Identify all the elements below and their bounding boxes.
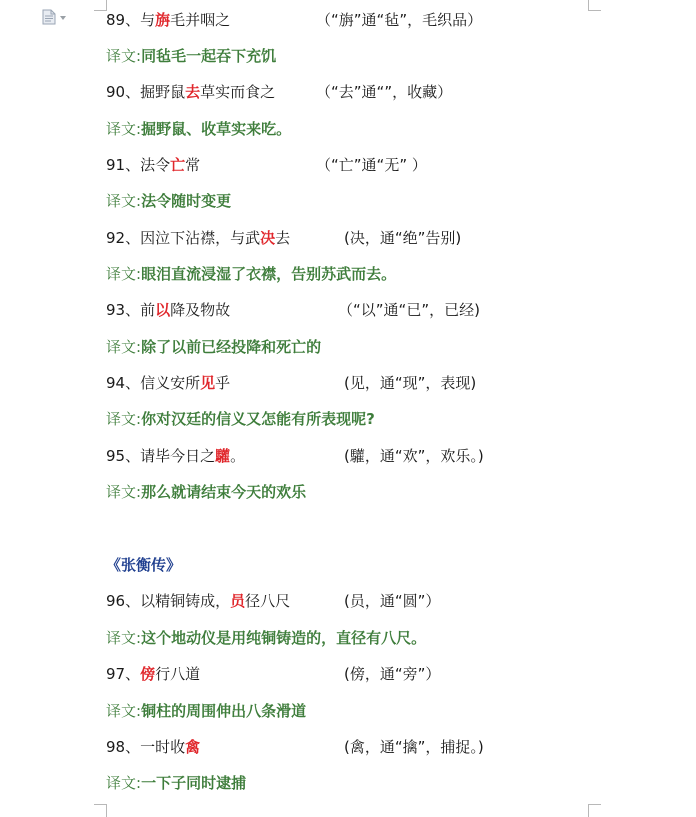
translation-label: 译文: (106, 192, 142, 210)
entry-97 (106, 662, 200, 686)
entry-number: 94、 (106, 374, 141, 392)
translation-label: 译文: (106, 702, 142, 720)
entry-number: 89、 (106, 11, 141, 29)
entry-keyword: 员 (230, 592, 246, 610)
translation-label: 译文: (106, 410, 142, 428)
chevron-down-icon (60, 16, 66, 20)
entry-text-pre: 掘野鼠 (140, 83, 186, 101)
entry-keyword: 去 (185, 83, 201, 101)
entry-text-post: 草实而食之 (200, 83, 276, 101)
entry-text-post: 。 (230, 447, 246, 465)
entry-number: 98、 (106, 738, 141, 756)
translation-91 (106, 189, 231, 213)
translation-text: 除了以前已经投降和死亡的 (141, 338, 322, 356)
entry-keyword: 见 (200, 374, 216, 392)
translation-89 (106, 44, 276, 68)
translation-95 (106, 480, 306, 504)
entry-text-post: 常 (185, 156, 201, 174)
entry-keyword: 禽 (185, 738, 201, 756)
entry-94 (106, 371, 230, 395)
entry-number: 92、 (106, 229, 141, 247)
entry-89 (106, 8, 230, 32)
translation-text: 掘野鼠、收草实来吃。 (141, 120, 292, 138)
entry-text-post: 行八道 (155, 665, 201, 683)
translation-text: 这个地动仪是用纯铜铸造的，直径有八尺。 (141, 629, 427, 647)
section-heading: 《张衡传》 (106, 556, 182, 574)
entry-keyword: 决 (260, 229, 276, 247)
translation-text: 那么就请结束今天的欢乐 (141, 483, 307, 501)
entry-text-pre: 请毕今日之 (140, 447, 216, 465)
entry-text-post: 去 (275, 229, 291, 247)
entry-text-pre: 因泣下沾襟，与武 (140, 229, 261, 247)
entry-keyword: 亡 (170, 156, 186, 174)
entry-note: (见，通“现”，表现) (344, 374, 477, 392)
translation-text: 眼泪直流浸湿了衣襟，告别苏武而去。 (141, 265, 397, 283)
page-corner-bottom-right (588, 804, 601, 817)
entry-text-pre: 以精铜铸成， (140, 592, 231, 610)
translation-text: 铜柱的周围伸出八条滑道 (141, 702, 307, 720)
entry-note: （“旃”通“毡”，毛织品） (316, 11, 483, 29)
entry-91 (106, 153, 200, 177)
entry-number: 90、 (106, 83, 141, 101)
translation-text: 你对汉廷的信义又怎能有所表现呢? (141, 410, 375, 428)
entry-text-pre: 一时收 (140, 738, 186, 756)
entry-98 (106, 735, 200, 759)
translation-96 (106, 626, 426, 650)
translation-label: 译文: (106, 774, 142, 792)
page-corner-bottom-left (94, 804, 107, 817)
entry-95 (106, 444, 245, 468)
entry-text-pre: 与 (140, 11, 156, 29)
entry-text-post: 乎 (215, 374, 231, 392)
entry-text-pre: 信义安所 (140, 374, 201, 392)
translation-label: 译文: (106, 338, 142, 356)
entry-93 (106, 298, 230, 322)
translation-98 (106, 771, 246, 795)
entry-text-pre: 法令 (140, 156, 171, 174)
entry-note: (决，通“绝”告别) (344, 229, 462, 247)
translation-text: 一下子同时逮捕 (141, 774, 247, 792)
entry-90 (106, 80, 275, 104)
translation-label: 译文: (106, 47, 142, 65)
entry-number: 97、 (106, 665, 141, 683)
entry-number: 96、 (106, 592, 141, 610)
translation-93 (106, 335, 321, 359)
translation-text: 同毡毛一起吞下充饥 (141, 47, 277, 65)
entry-text-post: 毛并咽之 (170, 11, 231, 29)
entry-note: （“亡”通“无” ） (316, 156, 427, 174)
translation-text: 法令随时变更 (141, 192, 232, 210)
page-corner-top-right (588, 0, 601, 11)
entry-note: (驩，通“欢”，欢乐。) (344, 447, 484, 465)
entry-keyword: 旃 (155, 11, 171, 29)
entry-note: （“以”通“已”，已经) (338, 301, 480, 319)
translation-label: 译文: (106, 265, 142, 283)
document-icon (42, 9, 56, 25)
entry-96 (106, 589, 290, 613)
translation-label: 译文: (106, 629, 142, 647)
entry-keyword: 傍 (140, 665, 156, 683)
entry-keyword: 驩 (215, 447, 231, 465)
entry-note: (禽，通“擒”，捕捉。) (344, 738, 484, 756)
translation-94 (106, 407, 375, 431)
entry-note: （“去”通“”，收藏） (316, 83, 453, 101)
entry-92 (106, 226, 290, 250)
document-menu-button[interactable] (42, 9, 66, 25)
entry-number: 93、 (106, 301, 141, 319)
entry-text-pre: 前 (140, 301, 156, 319)
translation-90 (106, 117, 291, 141)
translation-label: 译文: (106, 120, 142, 138)
translation-label: 译文: (106, 483, 142, 501)
entry-note: (傍，通“旁”） (344, 665, 441, 683)
entry-text-post: 降及物故 (170, 301, 231, 319)
translation-97 (106, 699, 306, 723)
entry-note: (员，通“圆”） (344, 592, 441, 610)
entry-number: 95、 (106, 447, 141, 465)
translation-92 (106, 262, 396, 286)
entry-keyword: 以 (155, 301, 171, 319)
entry-number: 91、 (106, 156, 141, 174)
entry-text-post: 径八尺 (245, 592, 291, 610)
